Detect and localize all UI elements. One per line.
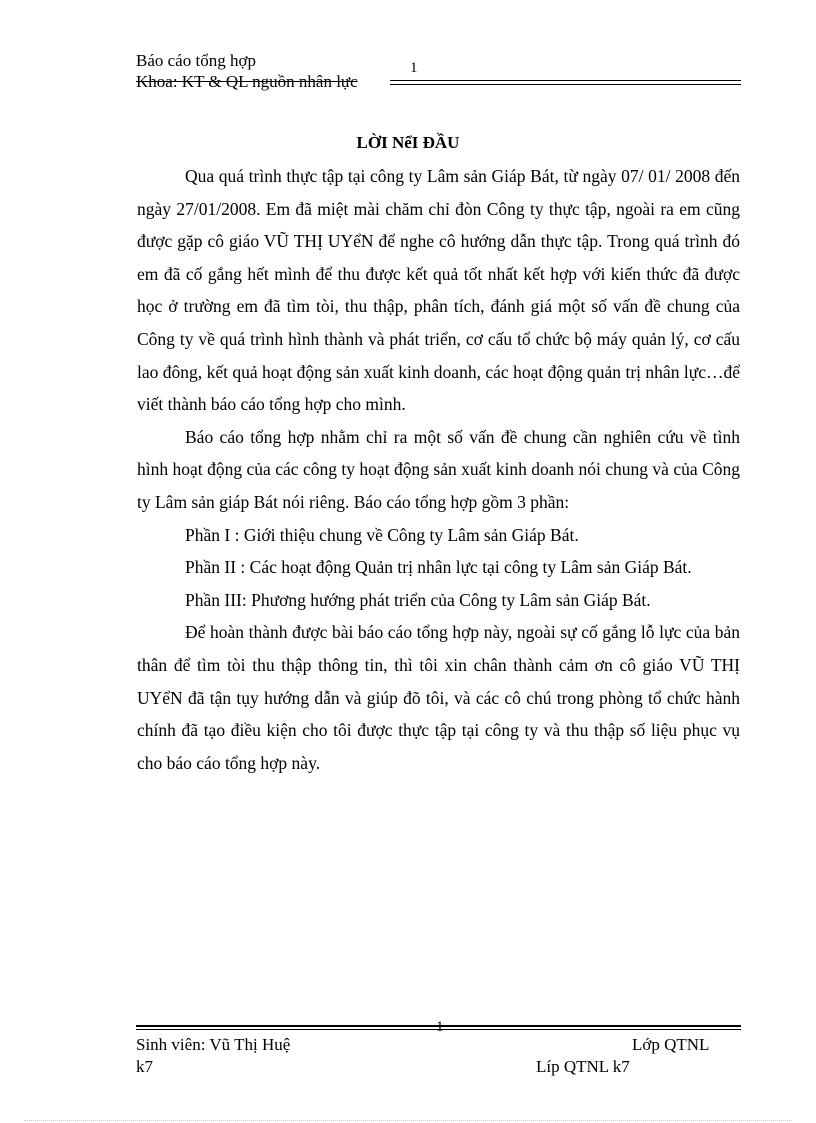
header-rule [390,80,741,85]
page-heading: LỜI NểI ĐẦU [356,133,460,152]
header-department: Khoa: KT & QL nguồn nhân lực [136,72,358,91]
paragraph-part-1: Phần I : Giới thiệu chung về Công ty Lâm sản Giáp Bát. [185,524,579,545]
paragraph-thanks: Để hoàn thành được bài báo cáo tổng hợp này, ngoài sự cố gắng lỗ lực của bản thân để tìm tòi thu thập thông tin, thì tôi xin chân thành cảm ơn cô giáo VŨ THỊ UYểN đã tận tụy hướng dẫn và giúp đõ tôi, và các cô chú trong phòng tổ chức hành chính đã tạo điều kiện cho tôi được thực tập tại công ty và thu thập số liệu phục vụ cho báo cáo tổng hợp này. [137,622,740,773]
paragraph-intro: Qua quá trình thực tập tại công ty Lâm sản Giáp Bát, từ ngày 07/ 01/ 2008 đến ngày 27/01/2008. Em đã miệt mài chăm chỉ đòn Công ty thực tập, ngoài ra em cũng được gặp cô giáo VŨ THỊ UYểN để nghe cô hướng dẫn thực tập. Trong quá trình đó em đã cố gắng hết mình để thu được kết quả tốt nhất kết hợp với kiến thức đã được học ở trường em đã tìm tòi, thu thập, phân tích, đánh giá một số vấn đề chung của Công ty về quá trình hình thành và phát triển, cơ cấu tổ chức bộ máy quản lý, cơ cấu lao đông, kết quả hoạt động sản xuất kinh doanh, các hoạt động quản trị nhân lực…để viết thành báo cáo tổng hợp cho mình. [137,166,740,415]
header-page-number: 1 [410,60,418,76]
footer-student: Sinh viên: Vũ Thị Huệ [136,1035,291,1054]
footer-class-suffix: k7 [136,1057,153,1076]
page-edge-divider [24,1120,792,1121]
paragraph-part-2: Phần II : Các hoạt động Quản trị nhân lực tại công ty Lâm sản Giáp Bát. [185,557,692,578]
footer-class-repeat: Líp QTNL k7 [536,1057,630,1076]
footer-page-number: 1 [436,1019,444,1035]
paragraph-purpose: Báo cáo tổng hợp nhằm chỉ ra một số vấn đề chung cần nghiên cứu về tình hình hoạt động của các công ty hoạt động sản xuất kinh doanh nói chung và của Công ty Lâm sản giáp Bát nói riêng. Báo cáo tổng hợp gồm 3 phần: [137,426,740,512]
footer-class: Lớp QTNL [632,1035,710,1054]
paragraph-part-3: Phần III: Phương hướng phát triển của Công ty Lâm sản Giáp Bát. [185,589,651,610]
document-body [137,160,740,779]
header-title: Báo cáo tổng hợp [136,51,256,70]
